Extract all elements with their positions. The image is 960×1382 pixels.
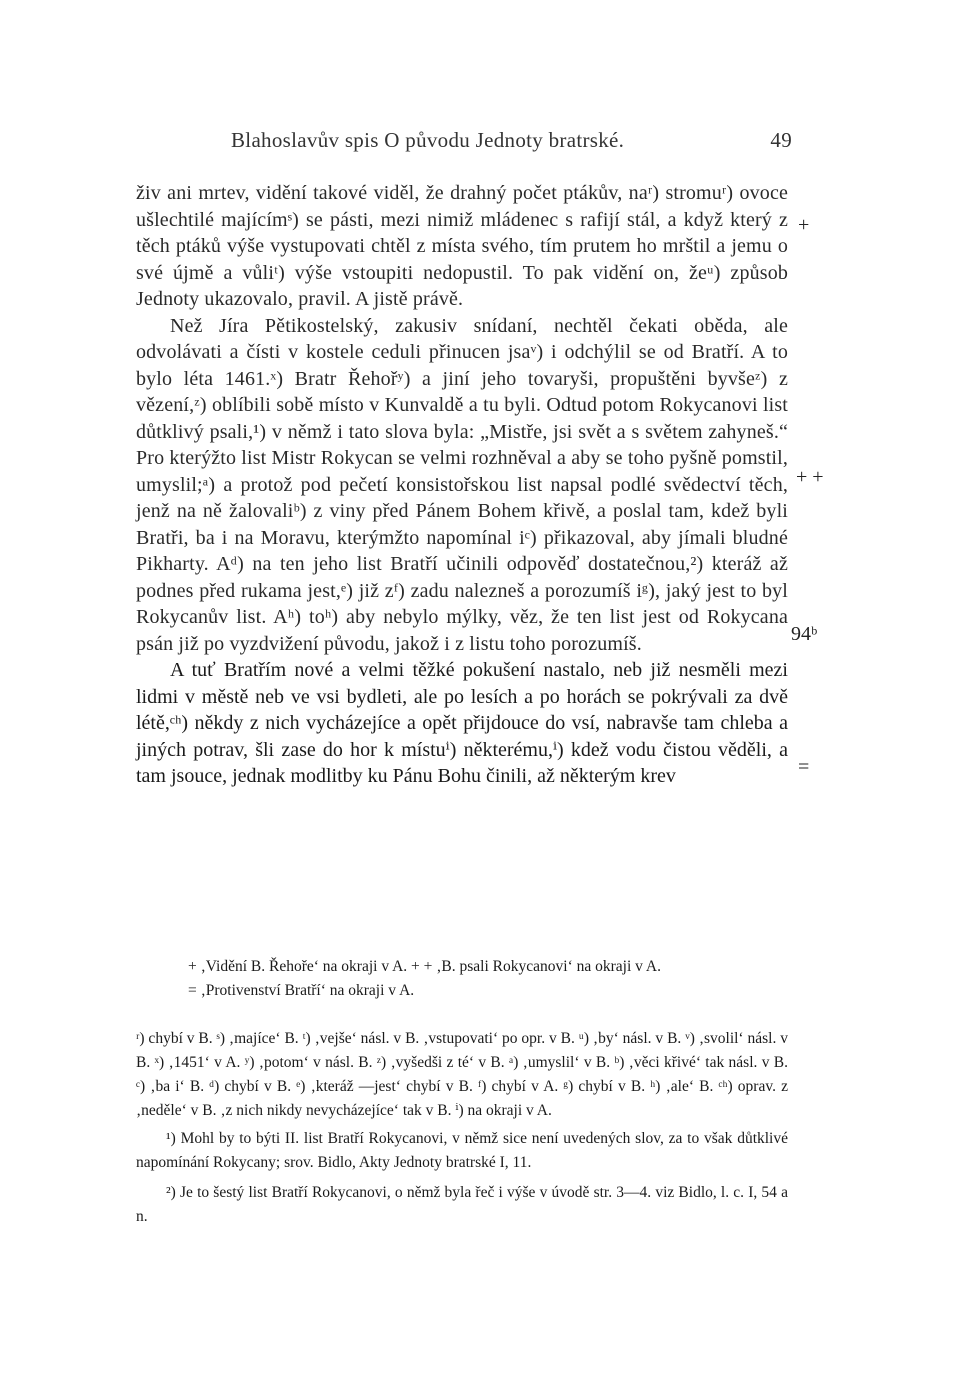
footnote-1: ¹) Mohl by to býti II. list Bratří Rokycanovi, v němž sice není uvedených slov, za to však důtklivé napomínání Rokycany; srov. Bidlo, Akty Jednoty bratrské I, 11.: [136, 1130, 788, 1171]
margin-mark-plus: +: [798, 214, 810, 236]
margin-note-1: + ‚Vidění B. Řehoře‘ na okraji v A. + + ‚B. psali Rokycanovi‘ na okraji v A.: [188, 958, 661, 975]
margin-mark-equals: =: [798, 756, 810, 778]
paragraph-2: Než Jíra Pětikostelský, zakusiv snídaní, nechtěl čekati oběda, ale odvolávati a čísti v kostele ceduli přinucen jsaᵛ) i odchýlil se od Bratří. A to bylo léta 1461.ˣ) Bratr Řehořʸ) a jiní jeho tovaryši, propuštěni byvšeᶻ) z vězení,ᶻ) oblíbili sobě místo v Kunvaldě a tu byli. Odtud potom Rokycanovi list důtklivý psali,¹) v němž i tato slova byla: „Mistře, jsi svět a s světem zahyneš.“ Pro kterýžto list Mistr Rokycan se velmi rozhněval a aby se toho pyšně pomstil, umyslil;ᵃ) a protož pod pečetí konsistořskou list napsal podlé svědectví těch, jenž na ně žalovaliᵇ) z viny před Pánem Bohem křivě, a poslal tam, kdež byli Bratři, ba i na Moravu, kterýmžto napomínal iᶜ) přikazoval, aby jímali bludné Pikharty. Aᵈ) na ten jeho list Bratří učinili odpověď dostatečnou,²) kteráž až podnes před rukama jest,ᵉ) již zᶠ) zadu nalezneš a porozumíš iᵍ), jaký jest to byl Rokycanův list. Aʰ) toʰ) aby nebylo mýlky, věz, že ten list jest od Rokycana psán již po vyzdvižení původu, jakož i z listu toho porozumíš.: [136, 314, 788, 655]
running-title: Blahoslavův spis O původu Jednoty bratrské.: [231, 128, 625, 152]
paragraph-1: živ ani mrtev, vidění takové viděl, že drahný počet ptákův, naʳ) stromuʳ) ovoce ušlechtilé majícímˢ) se pásti, mezi nimiž mládenec s rafijí stál, a když který z těch ptáků výše vystupovati chtěl z místa svého, tím prutem ho mrštil a jemu o své újmě a vůliᵗ) výše vstoupiti nedopustil. To pak vidění on, žeᵘ) způsob Jednoty ukazovalo, pravil. A jistě právě.: [136, 182, 788, 310]
margin-note-2: = ‚Protivenství Bratří‘ na okraji v A.: [188, 982, 415, 999]
paragraph-3: A tuť Bratřím nové a velmi těžké pokušení nastalo, neb již nesměli mezi lidmi v městě neb ve vsi bydleti, ale po lesích a po horách se pokrývali za dvě létě,ᶜʰ) někdy z nich vycházejíce a opět přijdouce do vsí, nabravše tam chleba a jiných potrav, šli zase do hor k místuⁱ) některému,ⁱ) kdež vodu čistou věděli, a tam jsouce, jednak modlitby ku Pánu Bohu činili, až některým krev: [136, 659, 788, 787]
footnote-2: ²) Je to šestý list Bratří Rokycanovi, o němž byla řeč i výše v úvodě str. 3—4. viz Bidlo, l. c. I, 54 a n.: [136, 1184, 788, 1225]
margin-folio-mark: 94ᵇ: [791, 623, 818, 645]
page-number: 49: [770, 128, 792, 152]
text-variants: ʳ) chybí v B. ˢ) ‚majíce‘ B. ᵗ) ‚vejše‘ násl. v B. ‚vstupovati‘ po opr. v B. ᵘ) ‚by‘ násl. v B. ᵛ) ‚svolil‘ násl. v B. ˣ) ‚1451‘ v A. ʸ) ‚potom‘ v násl. B. ᶻ) ‚vyšedši z té‘ v B. ᵃ) ‚umyslil‘ v B. ᵇ) ‚věci křivé‘ tak násl. v B. ᶜ) ‚ba i‘ B. ᵈ) chybí v B. ᵉ) ‚kteráž —jest‘ chybí v B. ᶠ) chybí v A. ᵍ) chybí v B. ʰ) ‚ale‘ B. ᶜʰ) oprav. z ‚neděle‘ v B. ‚z nich nikdy nevycházejíce‘ tak v B. ⁱ) na okraji v A.: [136, 1030, 788, 1119]
main-text: [136, 180, 788, 790]
margin-mark-double-plus: + +: [796, 466, 824, 488]
footnotes: [136, 955, 788, 1229]
